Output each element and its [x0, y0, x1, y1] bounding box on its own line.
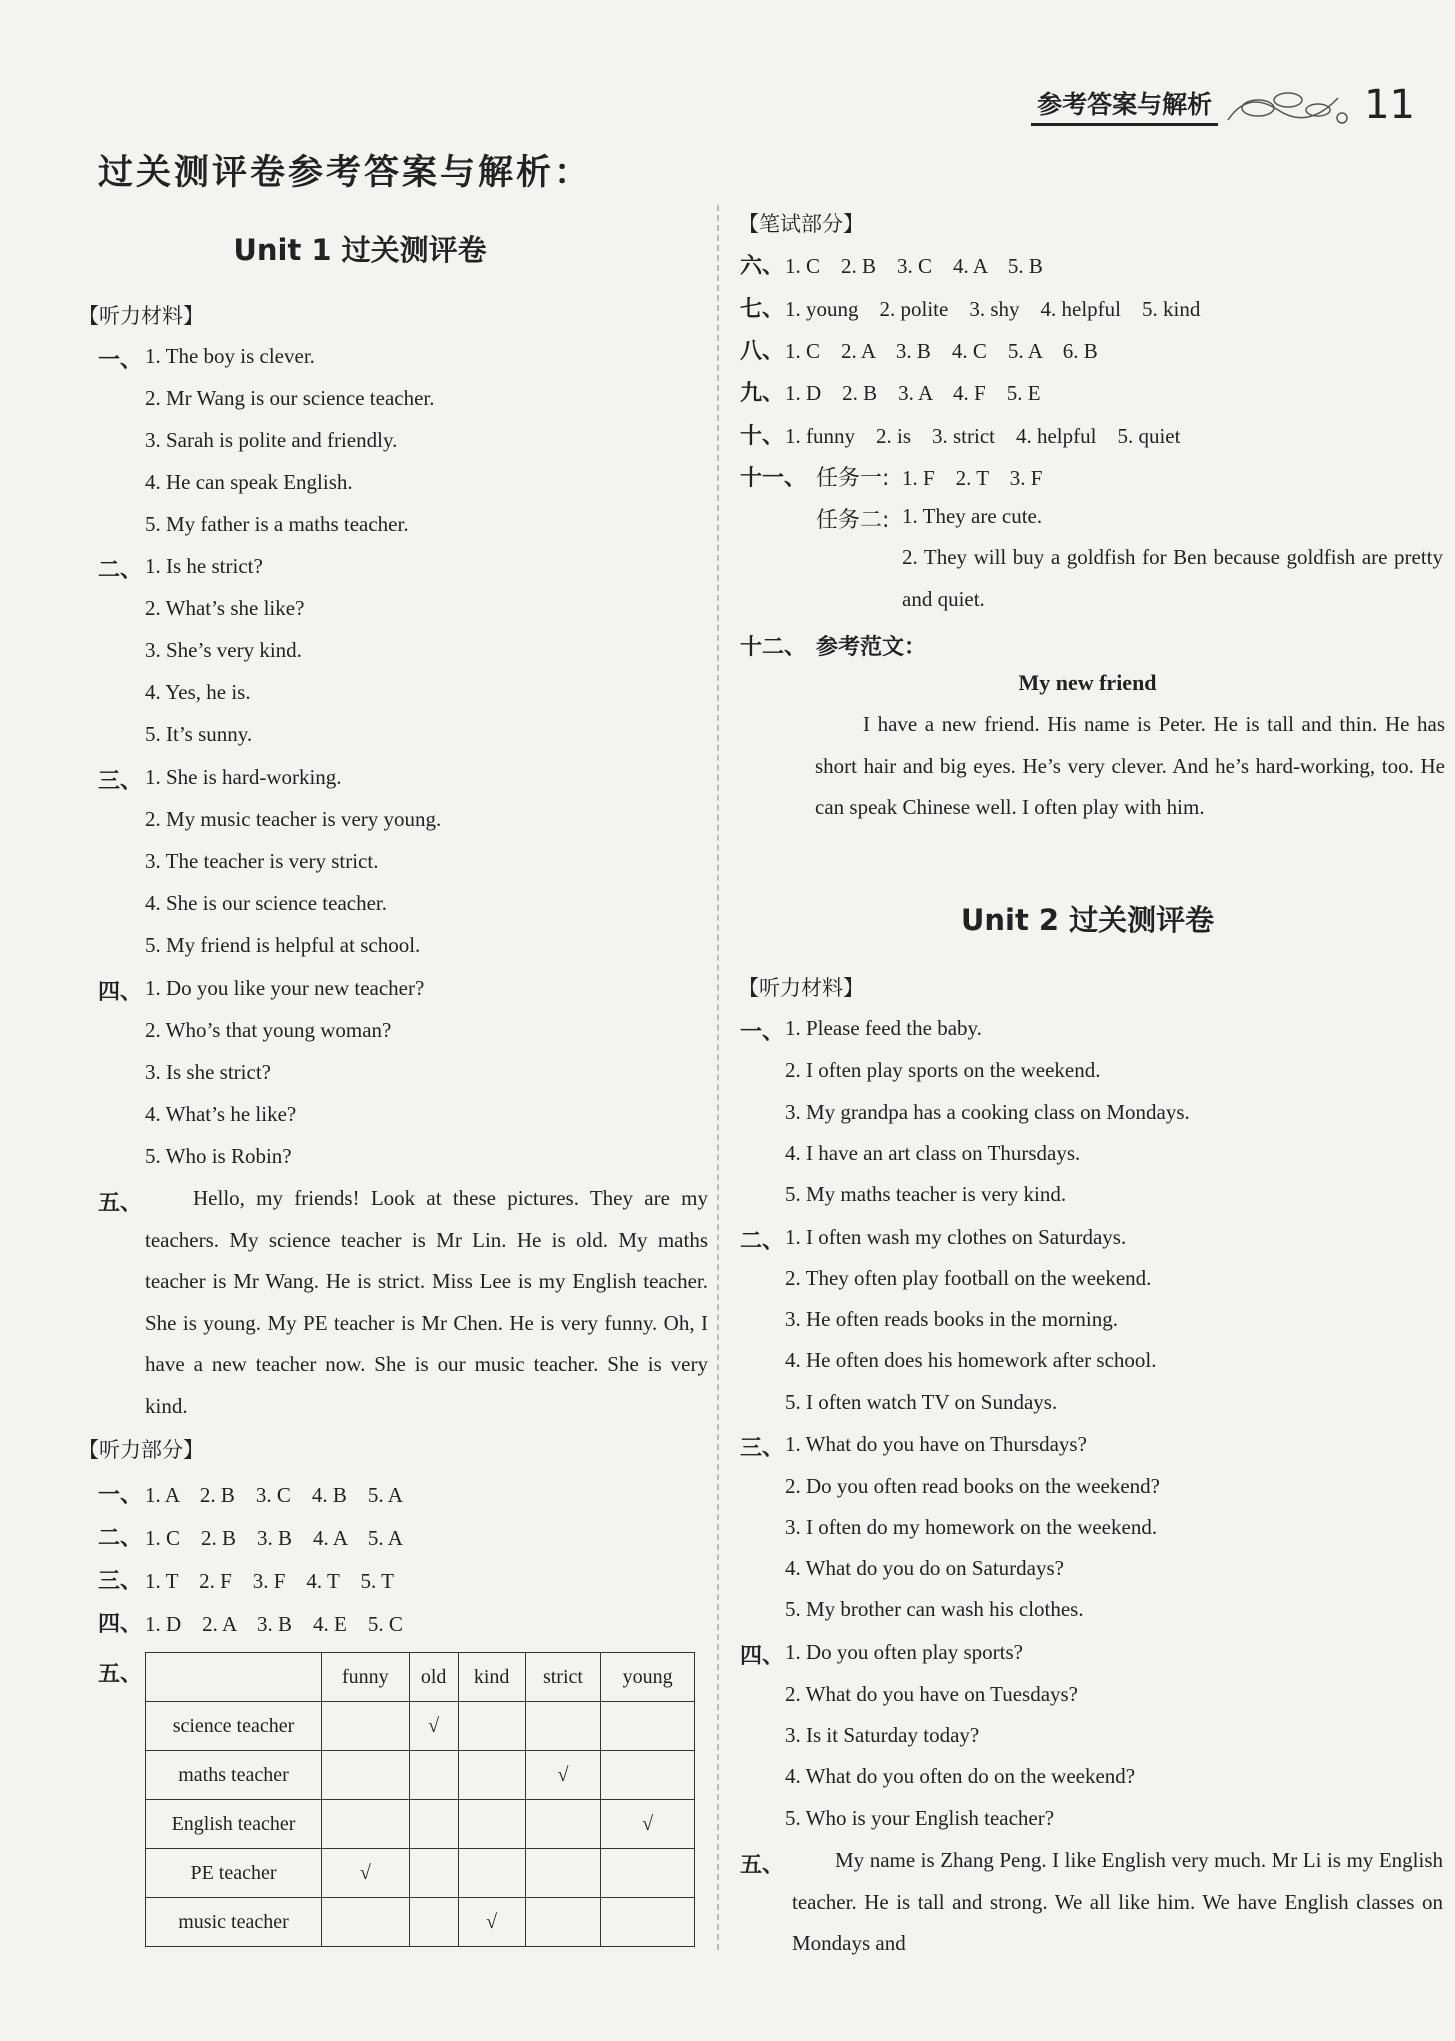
- list-item: 5. It’s sunny.: [145, 722, 253, 746]
- check-cell: [458, 1751, 525, 1800]
- section-number: 十、: [740, 424, 785, 449]
- list-item: 3. She’s very kind.: [145, 638, 302, 662]
- check-cell: [601, 1849, 695, 1898]
- table-header: old: [409, 1653, 458, 1702]
- check-cell: [409, 1849, 458, 1898]
- list-item: 3. The teacher is very strict.: [145, 849, 379, 873]
- row-label: English teacher: [146, 1800, 322, 1849]
- list-item: 5. Who is Robin?: [145, 1144, 292, 1168]
- list-item: 3. He often reads books in the morning.: [785, 1307, 1119, 1331]
- paragraph: Hello, my friends! Look at these pictures. They are my teachers. My science teacher is Mr Lin. He is old. My maths teacher is Mr Wang. He is strict. Miss Lee is my English teacher. She is young. My PE teacher is Mr Chen. He is very funny. Oh, I have a new teacher now. She is our music teacher. She is very kind.: [145, 1186, 708, 1418]
- list-item: 2. They often play football on the weekend.: [785, 1266, 1152, 1290]
- check-cell: [525, 1800, 600, 1849]
- row-label: maths teacher: [146, 1751, 322, 1800]
- section-number: 四、: [98, 1612, 143, 1637]
- decoration-icon: [1218, 80, 1358, 130]
- section-number: 九、: [740, 381, 785, 406]
- essay-paragraph: I have a new friend. His name is Peter. He is tall and thin. He has short hair and big eyes. He’s very clever. And he’s hard-working, too. He can speak Chinese well. I often play with him.: [815, 712, 1445, 819]
- check-cell: √: [322, 1849, 410, 1898]
- table-row: [146, 1898, 695, 1947]
- table-cell: [146, 1653, 322, 1702]
- section-label: 【听力部分】: [78, 1438, 204, 1462]
- check-cell: √: [525, 1751, 600, 1800]
- check-cell: [525, 1898, 600, 1947]
- list-item: 3. Is it Saturday today?: [785, 1723, 980, 1747]
- answer-line: 1. D 2. A 3. B 4. E 5. C: [145, 1612, 403, 1636]
- paragraph: 2. They will buy a goldfish for Ben because goldfish are pretty and quiet.: [902, 545, 1443, 611]
- check-cell: [458, 1849, 525, 1898]
- section-number: 八、: [740, 339, 785, 364]
- table-header: strict: [525, 1653, 600, 1702]
- answer-line: 1. C 2. B 3. B 4. A 5. A: [145, 1526, 403, 1550]
- list-item: 5. My friend is helpful at school.: [145, 933, 421, 957]
- section-number: 十一、: [740, 466, 807, 491]
- answer-line: 1. They are cute.: [902, 504, 1043, 528]
- list-item: 2. What’s she like?: [145, 596, 305, 620]
- list-item: 4. Yes, he is.: [145, 680, 251, 704]
- section-number: 六、: [740, 254, 785, 279]
- row-label: science teacher: [146, 1702, 322, 1751]
- answer-line: 1. young 2. polite 3. shy 4. helpful 5. kind: [785, 297, 1201, 321]
- unit2-title: Unit 2 过关测评卷: [960, 903, 1215, 937]
- table-header: young: [601, 1653, 695, 1702]
- list-item: 3. I often do my homework on the weekend.: [785, 1515, 1158, 1539]
- section-number: 五、: [98, 1662, 143, 1687]
- check-cell: [525, 1849, 600, 1898]
- check-cell: [601, 1898, 695, 1947]
- list-item: 5. My brother can wash his clothes.: [785, 1597, 1084, 1621]
- list-item: 2. Do you often read books on the weekend?: [785, 1474, 1160, 1498]
- check-cell: [409, 1800, 458, 1849]
- list-item: 4. What do you often do on the weekend?: [785, 1764, 1136, 1788]
- table-header: funny: [322, 1653, 410, 1702]
- section-label: 【笔试部分】: [738, 212, 864, 236]
- table-row: [146, 1751, 695, 1800]
- check-cell: √: [458, 1898, 525, 1947]
- list-item: 1. Do you like your new teacher?: [145, 976, 425, 1000]
- list-item: 5. My maths teacher is very kind.: [785, 1182, 1067, 1206]
- check-cell: [322, 1800, 410, 1849]
- essay-title: My new friend: [1018, 670, 1157, 695]
- list-item: 3. Sarah is polite and friendly.: [145, 428, 398, 452]
- list-item: 1. Is he strict?: [145, 554, 263, 578]
- list-item: 1. What do you have on Thursdays?: [785, 1432, 1087, 1456]
- section-number: 五、: [98, 1191, 143, 1216]
- list-item: 2. Mr Wang is our science teacher.: [145, 386, 435, 410]
- check-cell: [409, 1898, 458, 1947]
- list-item: 4. She is our science teacher.: [145, 891, 387, 915]
- list-item: 4. What’s he like?: [145, 1102, 297, 1126]
- paragraph: My name is Zhang Peng. I like English very much. Mr Li is my English teacher. He is tall and strong. We all like him. We have English classes on Mondays and: [792, 1848, 1443, 1955]
- list-item: 2. What do you have on Tuesdays?: [785, 1682, 1079, 1706]
- section-number: 五、: [740, 1853, 785, 1878]
- list-item: 5. Who is your English teacher?: [785, 1806, 1055, 1830]
- section-number: 七、: [740, 297, 785, 322]
- row-label: music teacher: [146, 1898, 322, 1947]
- check-cell: [409, 1751, 458, 1800]
- section-number: 十二、: [740, 635, 807, 660]
- list-item: 2. My music teacher is very young.: [145, 807, 442, 831]
- check-cell: [601, 1702, 695, 1751]
- check-cell: [322, 1702, 410, 1751]
- section-number: 一、: [98, 1483, 143, 1508]
- column-divider: [717, 205, 719, 1950]
- table-row: [146, 1800, 695, 1849]
- section-number: 四、: [740, 1644, 785, 1669]
- list-item: 1. She is hard-working.: [145, 765, 342, 789]
- list-item: 4. What do you do on Saturdays?: [785, 1556, 1064, 1580]
- answer-line: 1. T 2. F 3. F 4. T 5. T: [145, 1569, 394, 1593]
- table-row: [146, 1849, 695, 1898]
- list-item: 1. The boy is clever.: [145, 344, 315, 368]
- table-header: kind: [458, 1653, 525, 1702]
- row-label: PE teacher: [146, 1849, 322, 1898]
- answer-line: 1. F 2. T 3. F: [902, 466, 1043, 490]
- check-cell: [322, 1898, 410, 1947]
- section-number: 一、: [740, 1020, 785, 1045]
- section-number: 二、: [98, 1526, 143, 1551]
- unit1-title: Unit 1 过关测评卷: [233, 233, 487, 267]
- task-label: 任务一:: [816, 466, 890, 491]
- section-number: 三、: [98, 1569, 143, 1594]
- check-cell: [322, 1751, 410, 1800]
- section-number: 四、: [98, 980, 143, 1005]
- list-item: 1. Please feed the baby.: [785, 1016, 982, 1040]
- list-item: 3. My grandpa has a cooking class on Mondays.: [785, 1100, 1190, 1124]
- list-item: 4. He can speak English.: [145, 470, 353, 494]
- list-item: 5. My father is a maths teacher.: [145, 512, 409, 536]
- list-item: 2. Who’s that young woman?: [145, 1018, 392, 1042]
- section-label: 【听力材料】: [738, 976, 864, 1000]
- answer-line: 1. C 2. B 3. C 4. A 5. B: [785, 254, 1043, 278]
- table-header-row: [146, 1653, 695, 1702]
- section-label: 参考范文：: [816, 635, 927, 660]
- check-cell: [458, 1800, 525, 1849]
- section-label: 【听力材料】: [78, 304, 204, 328]
- header-title: 参考答案与解析: [1031, 85, 1218, 126]
- list-item: 1. I often wash my clothes on Saturdays.: [785, 1225, 1127, 1249]
- check-cell: [601, 1751, 695, 1800]
- section-number: 三、: [98, 769, 143, 794]
- list-item: 1. Do you often play sports?: [785, 1640, 1023, 1664]
- answer-line: 1. D 2. B 3. A 4. F 5. E: [785, 381, 1041, 405]
- list-item: 3. Is she strict?: [145, 1060, 271, 1084]
- section-number: 二、: [740, 1229, 785, 1254]
- answer-line: 1. funny 2. is 3. strict 4. helpful 5. quiet: [785, 424, 1181, 448]
- check-cell: [525, 1702, 600, 1751]
- page-number: 11: [1364, 82, 1415, 128]
- answer-line: 1. A 2. B 3. C 4. B 5. A: [145, 1483, 403, 1507]
- table-row: [146, 1702, 695, 1751]
- list-item: 4. He often does his homework after school.: [785, 1348, 1157, 1372]
- list-item: 4. I have an art class on Thursdays.: [785, 1141, 1081, 1165]
- answer-line: 1. C 2. A 3. B 4. C 5. A 6. B: [785, 339, 1098, 363]
- list-item: 2. I often play sports on the weekend.: [785, 1058, 1101, 1082]
- list-item: 5. I often watch TV on Sundays.: [785, 1390, 1058, 1414]
- answer-table: [145, 1652, 695, 1947]
- check-cell: √: [601, 1800, 695, 1849]
- section-number: 三、: [740, 1436, 785, 1461]
- task-label: 任务二:: [816, 508, 890, 533]
- main-title: 过关测评卷参考答案与解析：: [98, 153, 593, 193]
- check-cell: [458, 1702, 525, 1751]
- check-cell: √: [409, 1702, 458, 1751]
- page-header: [1031, 80, 1415, 130]
- section-number: 二、: [98, 558, 143, 583]
- section-number: 一、: [98, 348, 143, 373]
